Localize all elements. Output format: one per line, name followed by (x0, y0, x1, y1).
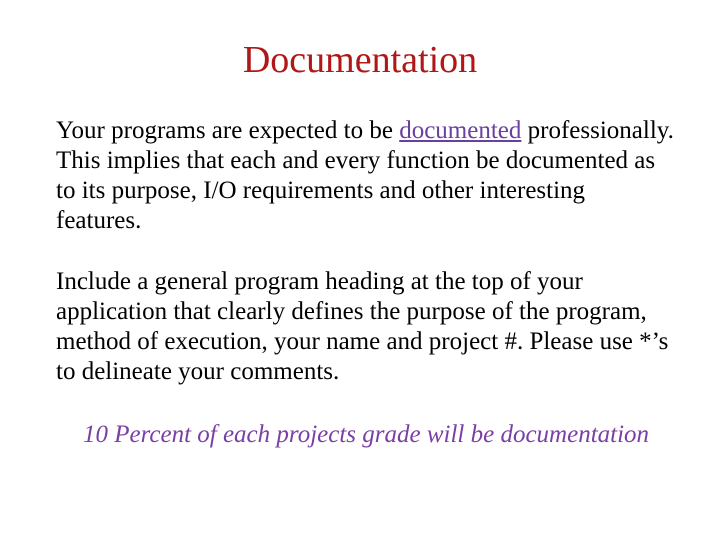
grade-note: 10 Percent of each projects grade will be documentation (82, 421, 650, 448)
paragraph1-text-start: Your programs are expected to be (56, 117, 400, 144)
paragraph-program-heading: Include a general program heading at the top of your application that clearly defines the purpose of the program, method of execution, your name and project #. Please use *’s to delineate your comments. (56, 268, 669, 385)
documented-link[interactable]: documented (399, 117, 522, 144)
paragraph1-text-end: professionally. This implies that each and every function be documented as to its purpose, I/O requirements and other interesting features. (56, 117, 674, 234)
paragraph-documentation-expectations (56, 116, 676, 236)
slide-title: Documentation (242, 39, 478, 81)
